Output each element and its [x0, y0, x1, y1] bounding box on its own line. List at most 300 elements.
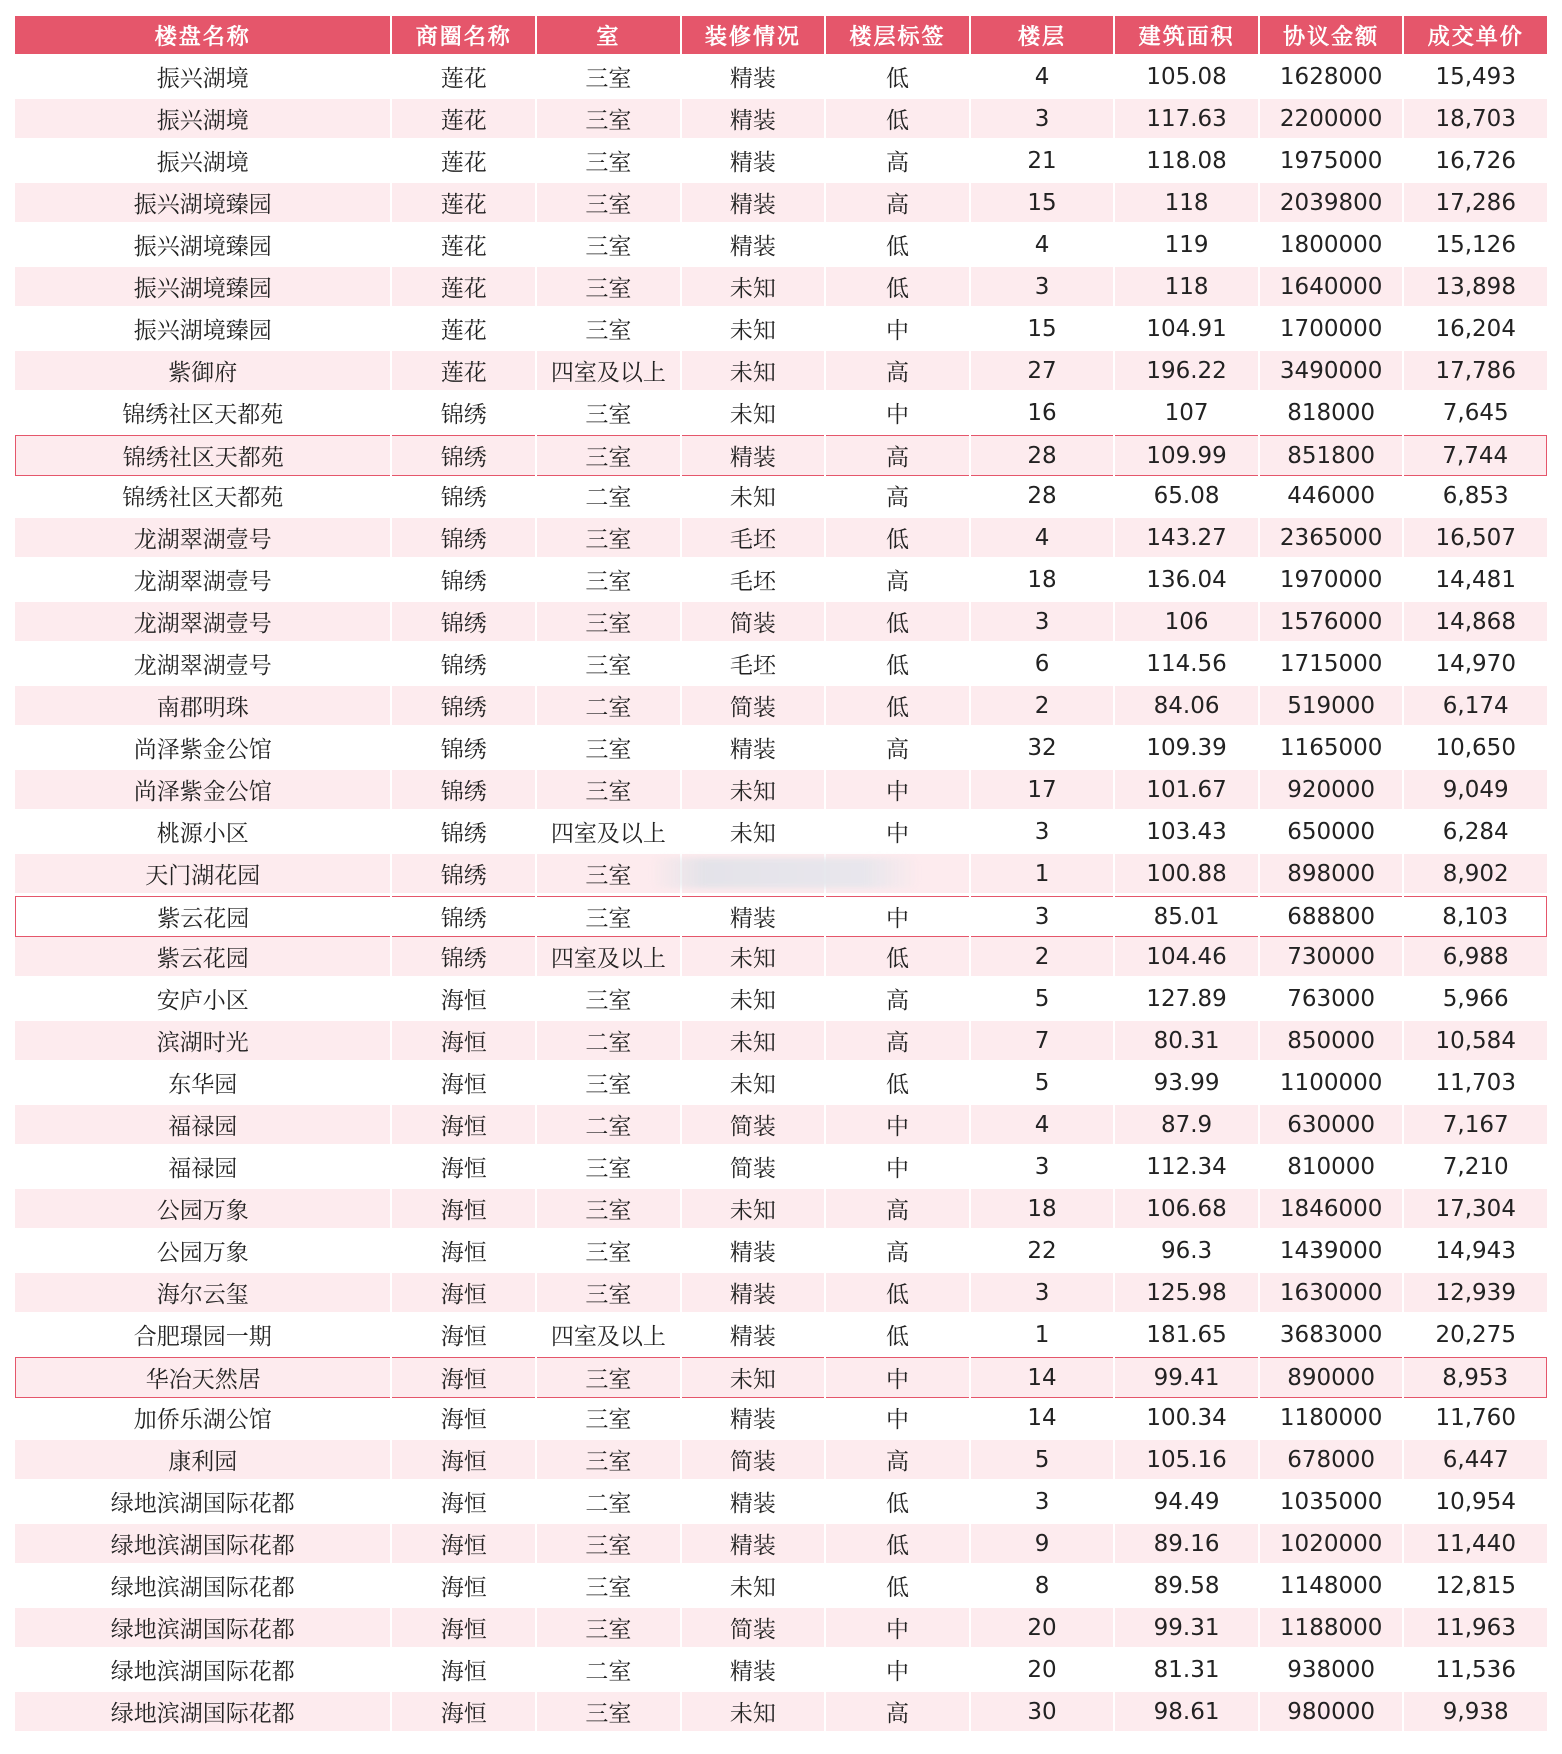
area-cell[interactable]: 65.08	[1115, 476, 1258, 518]
floor-tag-cell[interactable]: 高	[826, 1021, 969, 1063]
floor-tag-cell[interactable]: 高	[826, 728, 969, 770]
floor-cell[interactable]: 17	[971, 770, 1114, 812]
project-name-cell[interactable]: 绿地滨湖国际花都	[15, 1650, 390, 1692]
area-cell[interactable]: 96.3	[1115, 1231, 1258, 1273]
table-row[interactable]	[15, 309, 1547, 351]
area-cell[interactable]: 109.99	[1115, 435, 1258, 476]
project-name-cell[interactable]: 滨湖时光	[15, 1021, 390, 1063]
floor-tag-cell[interactable]: 低	[826, 99, 969, 141]
floor-cell[interactable]: 3	[971, 1482, 1114, 1524]
decoration-cell[interactable]: 未知	[682, 812, 825, 854]
floor-cell[interactable]: 3	[971, 812, 1114, 854]
area-cell[interactable]: 105.16	[1115, 1440, 1258, 1482]
table-row[interactable]	[15, 393, 1547, 435]
decoration-cell[interactable]: 毛坯	[682, 518, 825, 560]
district-cell[interactable]: 锦绣	[392, 854, 535, 896]
floor-tag-cell[interactable]: 低	[826, 1063, 969, 1105]
unit-price-cell[interactable]: 17,304	[1404, 1189, 1547, 1231]
area-cell[interactable]: 103.43	[1115, 812, 1258, 854]
table-row[interactable]	[15, 937, 1547, 979]
floor-cell[interactable]: 15	[971, 183, 1114, 225]
project-name-cell[interactable]: 安庐小区	[15, 979, 390, 1021]
floor-cell[interactable]: 27	[971, 351, 1114, 393]
area-cell[interactable]: 118.08	[1115, 141, 1258, 183]
table-row[interactable]	[15, 1357, 1547, 1398]
floor-cell[interactable]: 3	[971, 99, 1114, 141]
floor-cell[interactable]: 28	[971, 476, 1114, 518]
area-cell[interactable]: 85.01	[1115, 896, 1258, 937]
floor-tag-cell[interactable]: 高	[826, 351, 969, 393]
area-cell[interactable]: 117.63	[1115, 99, 1258, 141]
area-cell[interactable]: 99.31	[1115, 1608, 1258, 1650]
unit-price-cell[interactable]: 11,963	[1404, 1608, 1547, 1650]
area-cell[interactable]: 114.56	[1115, 644, 1258, 686]
price-cell[interactable]: 938000	[1260, 1650, 1403, 1692]
price-cell[interactable]: 1846000	[1260, 1189, 1403, 1231]
table-row[interactable]	[15, 1692, 1547, 1734]
floor-tag-cell[interactable]: 低	[826, 937, 969, 979]
floor-cell[interactable]: 6	[971, 644, 1114, 686]
decoration-cell[interactable]: 精装	[682, 1650, 825, 1692]
project-name-cell[interactable]: 锦绣社区天都苑	[15, 435, 390, 476]
price-cell[interactable]: 3683000	[1260, 1315, 1403, 1357]
price-cell[interactable]: 630000	[1260, 1105, 1403, 1147]
price-cell[interactable]: 446000	[1260, 476, 1403, 518]
rooms-cell[interactable]: 三室	[537, 309, 680, 351]
rooms-cell[interactable]: 二室	[537, 1650, 680, 1692]
floor-tag-cell[interactable]: 高	[826, 1231, 969, 1273]
table-row[interactable]	[15, 476, 1547, 518]
table-row[interactable]	[15, 1524, 1547, 1566]
table-row[interactable]	[15, 1021, 1547, 1063]
area-cell[interactable]: 94.49	[1115, 1482, 1258, 1524]
district-cell[interactable]: 锦绣	[392, 435, 535, 476]
floor-cell[interactable]: 5	[971, 1063, 1114, 1105]
unit-price-cell[interactable]: 17,286	[1404, 183, 1547, 225]
floor-cell[interactable]: 15	[971, 309, 1114, 351]
column-header[interactable]: 楼层标签	[826, 16, 969, 57]
project-name-cell[interactable]: 南郡明珠	[15, 686, 390, 728]
rooms-cell[interactable]: 三室	[537, 1692, 680, 1734]
decoration-cell[interactable]: 未知	[682, 393, 825, 435]
decoration-cell[interactable]: 未知	[682, 476, 825, 518]
floor-cell[interactable]: 4	[971, 518, 1114, 560]
column-header[interactable]: 商圈名称	[392, 16, 535, 57]
district-cell[interactable]: 锦绣	[392, 728, 535, 770]
table-row[interactable]	[15, 644, 1547, 686]
table-row[interactable]	[15, 141, 1547, 183]
unit-price-cell[interactable]: 16,726	[1404, 141, 1547, 183]
floor-cell[interactable]: 20	[971, 1650, 1114, 1692]
floor-cell[interactable]: 4	[971, 57, 1114, 99]
area-cell[interactable]: 105.08	[1115, 57, 1258, 99]
area-cell[interactable]: 112.34	[1115, 1147, 1258, 1189]
price-cell[interactable]: 2365000	[1260, 518, 1403, 560]
project-name-cell[interactable]: 康利园	[15, 1440, 390, 1482]
price-cell[interactable]: 1640000	[1260, 267, 1403, 309]
decoration-cell[interactable]: 精装	[682, 57, 825, 99]
rooms-cell[interactable]: 三室	[537, 1440, 680, 1482]
unit-price-cell[interactable]: 15,126	[1404, 225, 1547, 267]
area-cell[interactable]: 125.98	[1115, 1273, 1258, 1315]
floor-cell[interactable]: 14	[971, 1357, 1114, 1398]
rooms-cell[interactable]: 三室	[537, 393, 680, 435]
unit-price-cell[interactable]: 10,584	[1404, 1021, 1547, 1063]
decoration-cell[interactable]: 精装	[682, 1231, 825, 1273]
rooms-cell[interactable]: 三室	[537, 1608, 680, 1650]
floor-tag-cell[interactable]: 高	[826, 435, 969, 476]
price-cell[interactable]: 1700000	[1260, 309, 1403, 351]
unit-price-cell[interactable]: 14,970	[1404, 644, 1547, 686]
price-cell[interactable]: 519000	[1260, 686, 1403, 728]
floor-cell[interactable]: 32	[971, 728, 1114, 770]
rooms-cell[interactable]: 三室	[537, 1231, 680, 1273]
rooms-cell[interactable]: 三室	[537, 435, 680, 476]
area-cell[interactable]: 101.67	[1115, 770, 1258, 812]
area-cell[interactable]: 89.58	[1115, 1566, 1258, 1608]
price-cell[interactable]: 1970000	[1260, 560, 1403, 602]
decoration-cell[interactable]: 未知	[682, 937, 825, 979]
area-cell[interactable]: 89.16	[1115, 1524, 1258, 1566]
table-row[interactable]	[15, 560, 1547, 602]
unit-price-cell[interactable]: 14,943	[1404, 1231, 1547, 1273]
area-cell[interactable]: 81.31	[1115, 1650, 1258, 1692]
floor-tag-cell[interactable]: 中	[826, 1357, 969, 1398]
area-cell[interactable]: 127.89	[1115, 979, 1258, 1021]
unit-price-cell[interactable]: 6,447	[1404, 1440, 1547, 1482]
column-header[interactable]: 楼盘名称	[15, 16, 390, 57]
table-row[interactable]	[15, 267, 1547, 309]
unit-price-cell[interactable]: 12,939	[1404, 1273, 1547, 1315]
table-row[interactable]	[15, 1231, 1547, 1273]
district-cell[interactable]: 海恒	[392, 1315, 535, 1357]
project-name-cell[interactable]: 龙湖翠湖壹号	[15, 644, 390, 686]
project-name-cell[interactable]: 绿地滨湖国际花都	[15, 1692, 390, 1734]
unit-price-cell[interactable]: 11,440	[1404, 1524, 1547, 1566]
price-cell[interactable]: 810000	[1260, 1147, 1403, 1189]
rooms-cell[interactable]: 三室	[537, 57, 680, 99]
column-header[interactable]: 楼层	[971, 16, 1114, 57]
price-cell[interactable]: 1715000	[1260, 644, 1403, 686]
price-cell[interactable]: 980000	[1260, 1692, 1403, 1734]
district-cell[interactable]: 海恒	[392, 1650, 535, 1692]
district-cell[interactable]: 海恒	[392, 1105, 535, 1147]
floor-tag-cell[interactable]: 中	[826, 1105, 969, 1147]
district-cell[interactable]: 海恒	[392, 1566, 535, 1608]
decoration-cell[interactable]: 精装	[682, 1398, 825, 1440]
district-cell[interactable]: 海恒	[392, 1231, 535, 1273]
floor-cell[interactable]: 22	[971, 1231, 1114, 1273]
floor-tag-cell[interactable]: 中	[826, 1398, 969, 1440]
price-cell[interactable]: 730000	[1260, 937, 1403, 979]
district-cell[interactable]: 锦绣	[392, 518, 535, 560]
decoration-cell[interactable]: 毛坯	[682, 644, 825, 686]
floor-cell[interactable]: 3	[971, 1147, 1114, 1189]
area-cell[interactable]: 104.91	[1115, 309, 1258, 351]
project-name-cell[interactable]: 振兴湖境臻园	[15, 267, 390, 309]
price-cell[interactable]: 1576000	[1260, 602, 1403, 644]
price-cell[interactable]: 1180000	[1260, 1398, 1403, 1440]
rooms-cell[interactable]: 二室	[537, 1482, 680, 1524]
decoration-cell[interactable]: 精装	[682, 183, 825, 225]
price-cell[interactable]: 2200000	[1260, 99, 1403, 141]
floor-cell[interactable]: 3	[971, 267, 1114, 309]
area-cell[interactable]: 196.22	[1115, 351, 1258, 393]
table-row[interactable]	[15, 1398, 1547, 1440]
decoration-cell[interactable]: 精装	[682, 728, 825, 770]
rooms-cell[interactable]: 四室及以上	[537, 1315, 680, 1357]
project-name-cell[interactable]: 桃源小区	[15, 812, 390, 854]
unit-price-cell[interactable]: 17,786	[1404, 351, 1547, 393]
floor-tag-cell[interactable]: 中	[826, 1650, 969, 1692]
floor-cell[interactable]: 18	[971, 1189, 1114, 1231]
floor-cell[interactable]: 2	[971, 686, 1114, 728]
district-cell[interactable]: 莲花	[392, 57, 535, 99]
project-name-cell[interactable]: 东华园	[15, 1063, 390, 1105]
table-row[interactable]	[15, 1440, 1547, 1482]
unit-price-cell[interactable]: 5,966	[1404, 979, 1547, 1021]
table-row[interactable]	[15, 1273, 1547, 1315]
district-cell[interactable]: 锦绣	[392, 560, 535, 602]
area-cell[interactable]: 143.27	[1115, 518, 1258, 560]
price-cell[interactable]: 650000	[1260, 812, 1403, 854]
district-cell[interactable]: 锦绣	[392, 476, 535, 518]
unit-price-cell[interactable]: 7,167	[1404, 1105, 1547, 1147]
table-row[interactable]	[15, 1315, 1547, 1357]
rooms-cell[interactable]: 三室	[537, 267, 680, 309]
decoration-cell[interactable]: 未知	[682, 1357, 825, 1398]
table-row[interactable]	[15, 1189, 1547, 1231]
table-row[interactable]	[15, 99, 1547, 141]
floor-tag-cell[interactable]: 低	[826, 267, 969, 309]
unit-price-cell[interactable]: 13,898	[1404, 267, 1547, 309]
table-row[interactable]	[15, 435, 1547, 476]
price-cell[interactable]: 818000	[1260, 393, 1403, 435]
project-name-cell[interactable]: 龙湖翠湖壹号	[15, 518, 390, 560]
rooms-cell[interactable]: 二室	[537, 1105, 680, 1147]
floor-tag-cell[interactable]: 低	[826, 686, 969, 728]
unit-price-cell[interactable]: 8,953	[1404, 1357, 1547, 1398]
area-cell[interactable]: 118	[1115, 183, 1258, 225]
rooms-cell[interactable]: 三室	[537, 602, 680, 644]
floor-cell[interactable]: 18	[971, 560, 1114, 602]
decoration-cell[interactable]: 简装	[682, 1105, 825, 1147]
rooms-cell[interactable]: 三室	[537, 560, 680, 602]
decoration-cell[interactable]: 未知	[682, 351, 825, 393]
floor-tag-cell[interactable]: 中	[826, 1147, 969, 1189]
decoration-cell[interactable]: 精装	[682, 141, 825, 183]
rooms-cell[interactable]: 四室及以上	[537, 351, 680, 393]
unit-price-cell[interactable]: 7,210	[1404, 1147, 1547, 1189]
decoration-cell[interactable]: 精装	[682, 435, 825, 476]
district-cell[interactable]: 莲花	[392, 183, 535, 225]
rooms-cell[interactable]: 三室	[537, 518, 680, 560]
decoration-cell[interactable]: 精装	[682, 896, 825, 937]
price-cell[interactable]: 2039800	[1260, 183, 1403, 225]
project-name-cell[interactable]: 振兴湖境臻园	[15, 309, 390, 351]
decoration-cell[interactable]: 未知	[682, 267, 825, 309]
decoration-cell[interactable]: 简装	[682, 686, 825, 728]
project-name-cell[interactable]: 振兴湖境臻园	[15, 183, 390, 225]
project-name-cell[interactable]: 紫云花园	[15, 937, 390, 979]
table-row[interactable]	[15, 686, 1547, 728]
rooms-cell[interactable]: 三室	[537, 99, 680, 141]
project-name-cell[interactable]: 公园万象	[15, 1189, 390, 1231]
unit-price-cell[interactable]: 16,204	[1404, 309, 1547, 351]
district-cell[interactable]: 海恒	[392, 1692, 535, 1734]
unit-price-cell[interactable]: 12,815	[1404, 1566, 1547, 1608]
floor-cell[interactable]: 4	[971, 225, 1114, 267]
district-cell[interactable]: 锦绣	[392, 770, 535, 812]
floor-tag-cell[interactable]: 中	[826, 1608, 969, 1650]
price-cell[interactable]: 1100000	[1260, 1063, 1403, 1105]
project-name-cell[interactable]: 振兴湖境	[15, 99, 390, 141]
floor-cell[interactable]: 7	[971, 1021, 1114, 1063]
district-cell[interactable]: 海恒	[392, 1608, 535, 1650]
area-cell[interactable]: 87.9	[1115, 1105, 1258, 1147]
unit-price-cell[interactable]: 10,650	[1404, 728, 1547, 770]
district-cell[interactable]: 莲花	[392, 267, 535, 309]
floor-cell[interactable]: 14	[971, 1398, 1114, 1440]
project-name-cell[interactable]: 加侨乐湖公馆	[15, 1398, 390, 1440]
rooms-cell[interactable]: 二室	[537, 476, 680, 518]
floor-cell[interactable]: 9	[971, 1524, 1114, 1566]
table-row[interactable]	[15, 602, 1547, 644]
floor-cell[interactable]: 21	[971, 141, 1114, 183]
floor-cell[interactable]: 3	[971, 896, 1114, 937]
table-row[interactable]	[15, 1147, 1547, 1189]
project-name-cell[interactable]: 龙湖翠湖壹号	[15, 560, 390, 602]
project-name-cell[interactable]: 合肥璟园一期	[15, 1315, 390, 1357]
rooms-cell[interactable]: 三室	[537, 1566, 680, 1608]
rooms-cell[interactable]: 三室	[537, 728, 680, 770]
area-cell[interactable]: 98.61	[1115, 1692, 1258, 1734]
table-row[interactable]	[15, 1566, 1547, 1608]
floor-tag-cell[interactable]: 中	[826, 896, 969, 937]
price-cell[interactable]: 1020000	[1260, 1524, 1403, 1566]
project-name-cell[interactable]: 绿地滨湖国际花都	[15, 1566, 390, 1608]
district-cell[interactable]: 海恒	[392, 1524, 535, 1566]
unit-price-cell[interactable]: 7,744	[1404, 435, 1547, 476]
price-cell[interactable]: 890000	[1260, 1357, 1403, 1398]
decoration-cell[interactable]: 未知	[682, 770, 825, 812]
decoration-cell[interactable]: 精装	[682, 99, 825, 141]
unit-price-cell[interactable]: 8,103	[1404, 896, 1547, 937]
rooms-cell[interactable]: 三室	[537, 770, 680, 812]
floor-cell[interactable]: 2	[971, 937, 1114, 979]
decoration-cell[interactable]: 精装	[682, 1524, 825, 1566]
decoration-cell[interactable]: 未知	[682, 1692, 825, 1734]
table-row[interactable]	[15, 896, 1547, 937]
area-cell[interactable]: 118	[1115, 267, 1258, 309]
decoration-cell[interactable]: 简装	[682, 1608, 825, 1650]
project-name-cell[interactable]: 振兴湖境臻园	[15, 225, 390, 267]
decoration-cell[interactable]: 精装	[682, 1273, 825, 1315]
floor-tag-cell[interactable]: 高	[826, 183, 969, 225]
district-cell[interactable]: 海恒	[392, 1440, 535, 1482]
table-row[interactable]	[15, 1105, 1547, 1147]
decoration-cell[interactable]: 简装	[682, 1440, 825, 1482]
district-cell[interactable]: 海恒	[392, 1357, 535, 1398]
unit-price-cell[interactable]: 11,760	[1404, 1398, 1547, 1440]
unit-price-cell[interactable]: 6,988	[1404, 937, 1547, 979]
floor-cell[interactable]: 8	[971, 1566, 1114, 1608]
area-cell[interactable]: 84.06	[1115, 686, 1258, 728]
decoration-cell[interactable]: 未知	[682, 979, 825, 1021]
table-row[interactable]	[15, 183, 1547, 225]
table-row[interactable]	[15, 979, 1547, 1021]
floor-tag-cell[interactable]: 低	[826, 644, 969, 686]
floor-tag-cell[interactable]: 中	[826, 812, 969, 854]
rooms-cell[interactable]: 二室	[537, 686, 680, 728]
decoration-cell[interactable]: 精装	[682, 225, 825, 267]
unit-price-cell[interactable]: 8,902	[1404, 854, 1547, 896]
rooms-cell[interactable]: 三室	[537, 1357, 680, 1398]
area-cell[interactable]: 80.31	[1115, 1021, 1258, 1063]
price-cell[interactable]: 920000	[1260, 770, 1403, 812]
unit-price-cell[interactable]: 20,275	[1404, 1315, 1547, 1357]
unit-price-cell[interactable]: 9,938	[1404, 1692, 1547, 1734]
project-name-cell[interactable]: 海尔云玺	[15, 1273, 390, 1315]
area-cell[interactable]: 107	[1115, 393, 1258, 435]
unit-price-cell[interactable]: 14,868	[1404, 602, 1547, 644]
table-row[interactable]	[15, 1650, 1547, 1692]
decoration-cell[interactable]: 未知	[682, 1021, 825, 1063]
district-cell[interactable]: 莲花	[392, 141, 535, 183]
district-cell[interactable]: 海恒	[392, 1147, 535, 1189]
project-name-cell[interactable]: 紫御府	[15, 351, 390, 393]
decoration-cell[interactable]: 未知	[682, 1189, 825, 1231]
district-cell[interactable]: 海恒	[392, 979, 535, 1021]
floor-cell[interactable]: 30	[971, 1692, 1114, 1734]
table-row[interactable]	[15, 225, 1547, 267]
floor-tag-cell[interactable]: 低	[826, 1273, 969, 1315]
unit-price-cell[interactable]: 6,284	[1404, 812, 1547, 854]
floor-tag-cell[interactable]: 低	[826, 1566, 969, 1608]
rooms-cell[interactable]: 三室	[537, 183, 680, 225]
unit-price-cell[interactable]: 14,481	[1404, 560, 1547, 602]
district-cell[interactable]: 莲花	[392, 309, 535, 351]
district-cell[interactable]: 海恒	[392, 1482, 535, 1524]
price-cell[interactable]: 1035000	[1260, 1482, 1403, 1524]
floor-cell[interactable]: 20	[971, 1608, 1114, 1650]
decoration-cell[interactable]: 精装	[682, 1482, 825, 1524]
project-name-cell[interactable]: 绿地滨湖国际花都	[15, 1482, 390, 1524]
table-row[interactable]	[15, 351, 1547, 393]
column-header[interactable]: 室	[537, 16, 680, 57]
table-row[interactable]	[15, 770, 1547, 812]
price-cell[interactable]: 763000	[1260, 979, 1403, 1021]
decoration-cell[interactable]: 简装	[682, 602, 825, 644]
project-name-cell[interactable]: 龙湖翠湖壹号	[15, 602, 390, 644]
unit-price-cell[interactable]: 16,507	[1404, 518, 1547, 560]
rooms-cell[interactable]: 三室	[537, 854, 680, 896]
floor-tag-cell[interactable]: 低	[826, 1315, 969, 1357]
area-cell[interactable]: 106	[1115, 602, 1258, 644]
project-name-cell[interactable]: 天门湖花园	[15, 854, 390, 896]
price-cell[interactable]: 3490000	[1260, 351, 1403, 393]
district-cell[interactable]: 海恒	[392, 1189, 535, 1231]
column-header[interactable]: 装修情况	[682, 16, 825, 57]
unit-price-cell[interactable]: 7,645	[1404, 393, 1547, 435]
price-cell[interactable]: 1800000	[1260, 225, 1403, 267]
floor-tag-cell[interactable]: 高	[826, 1692, 969, 1734]
area-cell[interactable]: 181.65	[1115, 1315, 1258, 1357]
unit-price-cell[interactable]: 9,049	[1404, 770, 1547, 812]
area-cell[interactable]: 136.04	[1115, 560, 1258, 602]
rooms-cell[interactable]: 四室及以上	[537, 937, 680, 979]
area-cell[interactable]: 106.68	[1115, 1189, 1258, 1231]
